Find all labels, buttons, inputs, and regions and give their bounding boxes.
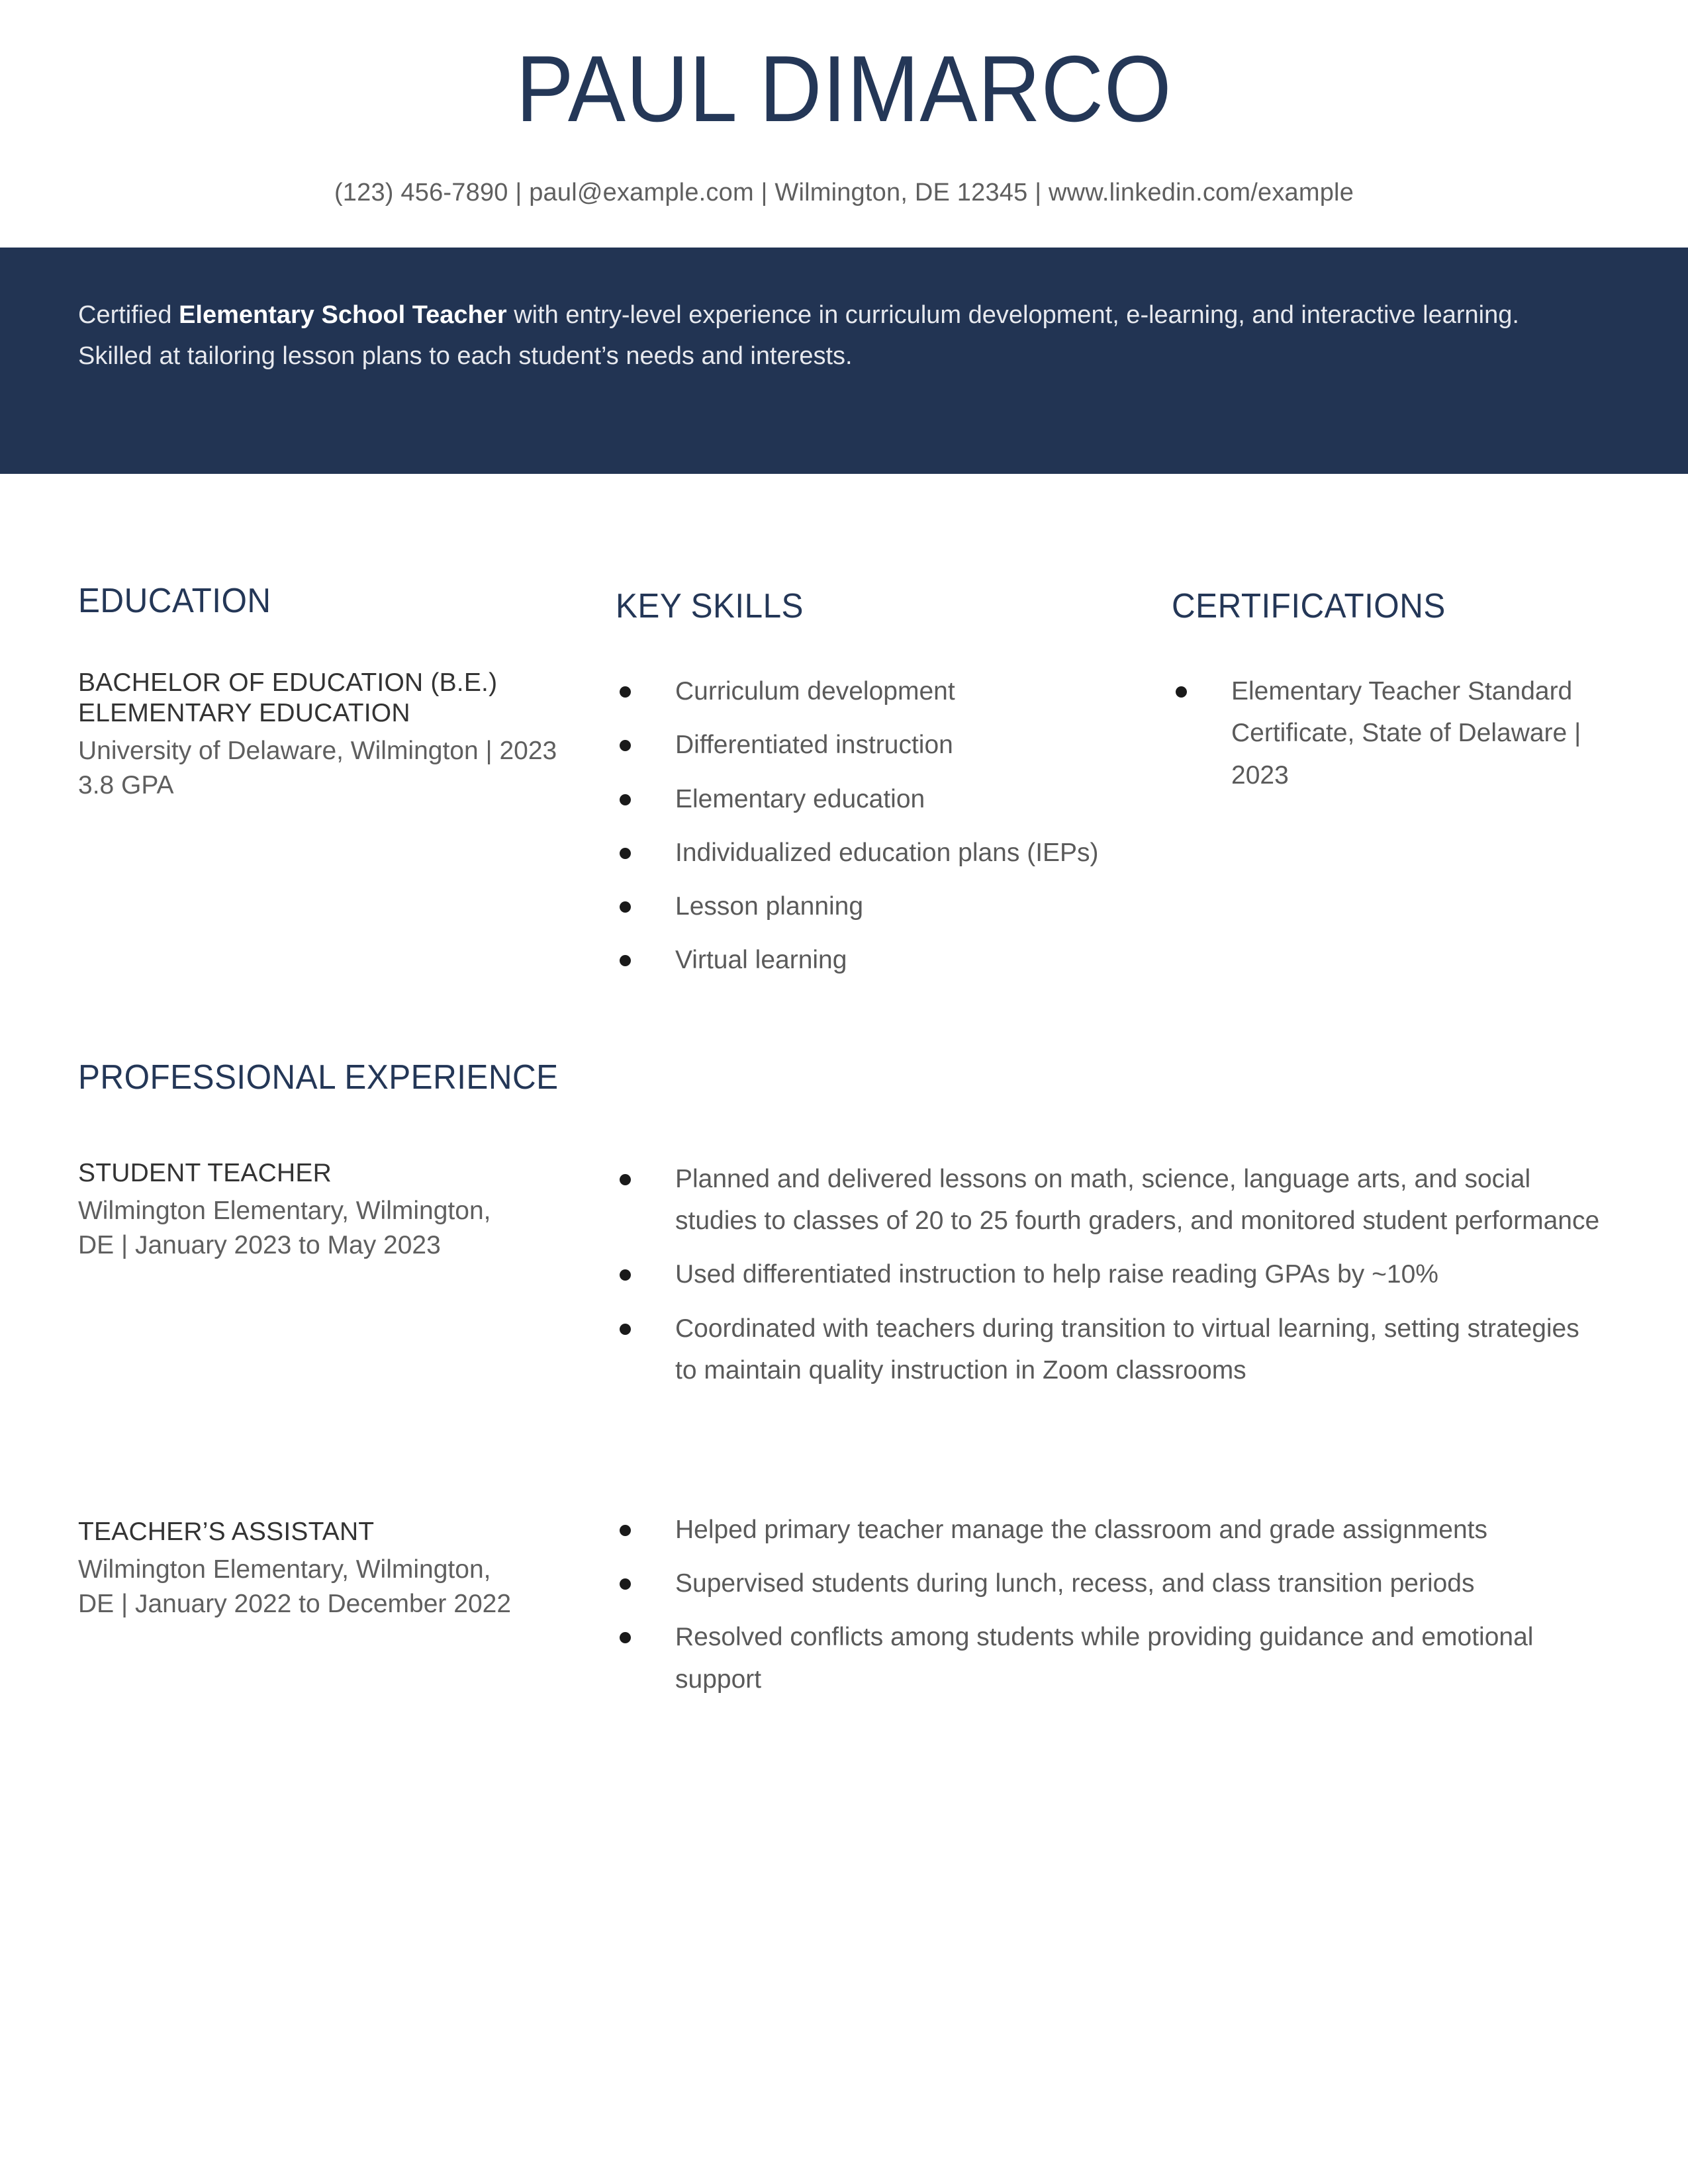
- contact-line: (123) 456-7890 | paul@example.com | Wilmington, DE 12345 | www.linkedin.com/example: [334, 179, 1354, 207]
- job-employer: [78, 1553, 561, 1621]
- list-item: [616, 886, 1119, 927]
- bullet-text: Used differentiated instruction to help raise reading GPAs by ~10%: [675, 1260, 1438, 1289]
- bullet-dot-icon: [620, 1269, 631, 1281]
- resume-header: [0, 0, 1688, 209]
- list-item: [616, 1158, 1602, 1242]
- list-item: [616, 1308, 1602, 1391]
- summary-text: [78, 295, 1528, 377]
- list-item: [616, 1616, 1602, 1700]
- bullet-dot-icon: [620, 740, 631, 751]
- education-section: [78, 582, 581, 803]
- bullet-text: Coordinated with teachers during transition to virtual learning, setting strategies to maintain quality instruction in Zoom classrooms: [675, 1314, 1579, 1385]
- bullet-dot-icon: [620, 955, 631, 966]
- skill-label: Individualized education plans (IEPs): [675, 838, 1099, 867]
- job-employer-line-1: Wilmington Elementary, Wilmington,: [78, 1555, 491, 1584]
- list-item: [616, 778, 1119, 820]
- list-item: [616, 1563, 1602, 1604]
- bullet-text: Resolved conflicts among students while providing guidance and emotional support: [675, 1623, 1534, 1694]
- list-item: [616, 670, 1119, 712]
- summary-banner: [0, 248, 1688, 474]
- bullet-dot-icon: [620, 901, 631, 913]
- job-bullets-wrap: [616, 1158, 1602, 1403]
- degree-title: [78, 668, 581, 729]
- bullet-dot-icon: [620, 1578, 631, 1590]
- education-entry: [78, 668, 581, 803]
- job-dates: DE | January 2023 to May 2023: [78, 1230, 441, 1259]
- experience-heading: PROFESSIONAL EXPERIENCE: [78, 1058, 559, 1097]
- summary-after: with entry-level experience in curriculum development, e-learning, and interactive learning. Skilled at tailoring lesson plans to each student’s needs and interests.: [78, 301, 1519, 371]
- education-heading: EDUCATION: [78, 582, 271, 620]
- school-line: University of Delaware, Wilmington | 2023: [78, 737, 557, 766]
- skill-label: Lesson planning: [675, 891, 864, 921]
- degree-line-2: ELEMENTARY EDUCATION: [78, 699, 410, 728]
- skill-label: Differentiated instruction: [675, 731, 953, 760]
- bullet-dot-icon: [620, 1632, 631, 1643]
- bullet-dot-icon: [620, 848, 631, 859]
- summary-bold-role: Elementary School Teacher: [179, 301, 507, 330]
- certification-label: Elementary Teacher Standard Certificate, State of Delaware | 2023: [1231, 677, 1581, 790]
- list-item: [616, 1509, 1602, 1551]
- job-bullets: [616, 1509, 1602, 1700]
- list-item: [616, 1253, 1602, 1295]
- job-employer-line-1: Wilmington Elementary, Wilmington,: [78, 1197, 491, 1226]
- bullet-text: Helped primary teacher manage the classroom and grade assignments: [675, 1516, 1487, 1544]
- job-bullets-wrap: [616, 1509, 1602, 1712]
- certifications-section: [1172, 582, 1622, 808]
- key-skills-list: [616, 670, 1119, 981]
- job-bullets: [616, 1158, 1602, 1391]
- key-skills-section: [616, 582, 1119, 993]
- bullet-dot-icon: [620, 1174, 631, 1185]
- bullet-dot-icon: [620, 1525, 631, 1536]
- bullet-text: Supervised students during lunch, recess, and class transition periods: [675, 1569, 1475, 1598]
- job-meta: [78, 1158, 561, 1263]
- skill-label: Virtual learning: [675, 946, 847, 975]
- job-employer: [78, 1194, 561, 1263]
- job-title: STUDENT TEACHER: [78, 1159, 332, 1187]
- certifications-list: [1172, 670, 1622, 796]
- page-title: PAUL DIMARCO: [516, 36, 1172, 142]
- job-title: TEACHER’S ASSISTANT: [78, 1518, 375, 1546]
- bullet-dot-icon: [1176, 686, 1187, 698]
- key-skills-heading: KEY SKILLS: [616, 587, 804, 625]
- experience-heading-wrap: [78, 1059, 584, 1097]
- bullet-dot-icon: [620, 1324, 631, 1335]
- bullet-dot-icon: [620, 686, 631, 698]
- skill-label: Elementary education: [675, 784, 925, 813]
- bullet-dot-icon: [620, 794, 631, 805]
- job-dates: DE | January 2022 to December 2022: [78, 1589, 512, 1618]
- list-item: [616, 832, 1119, 874]
- list-item: [616, 939, 1119, 981]
- gpa-line: 3.8 GPA: [78, 771, 174, 800]
- skill-label: Curriculum development: [675, 677, 955, 706]
- list-item: [616, 724, 1119, 766]
- list-item: [1172, 670, 1622, 796]
- job-meta: [78, 1517, 561, 1621]
- certifications-heading: CERTIFICATIONS: [1172, 587, 1446, 625]
- degree-line-1: BACHELOR OF EDUCATION (B.E.): [78, 668, 498, 698]
- bullet-text: Planned and delivered lessons on math, science, language arts, and social studies to classes of 20 to 25 fourth graders, and monitored student performance: [675, 1165, 1600, 1236]
- summary-before: Certified: [78, 301, 179, 330]
